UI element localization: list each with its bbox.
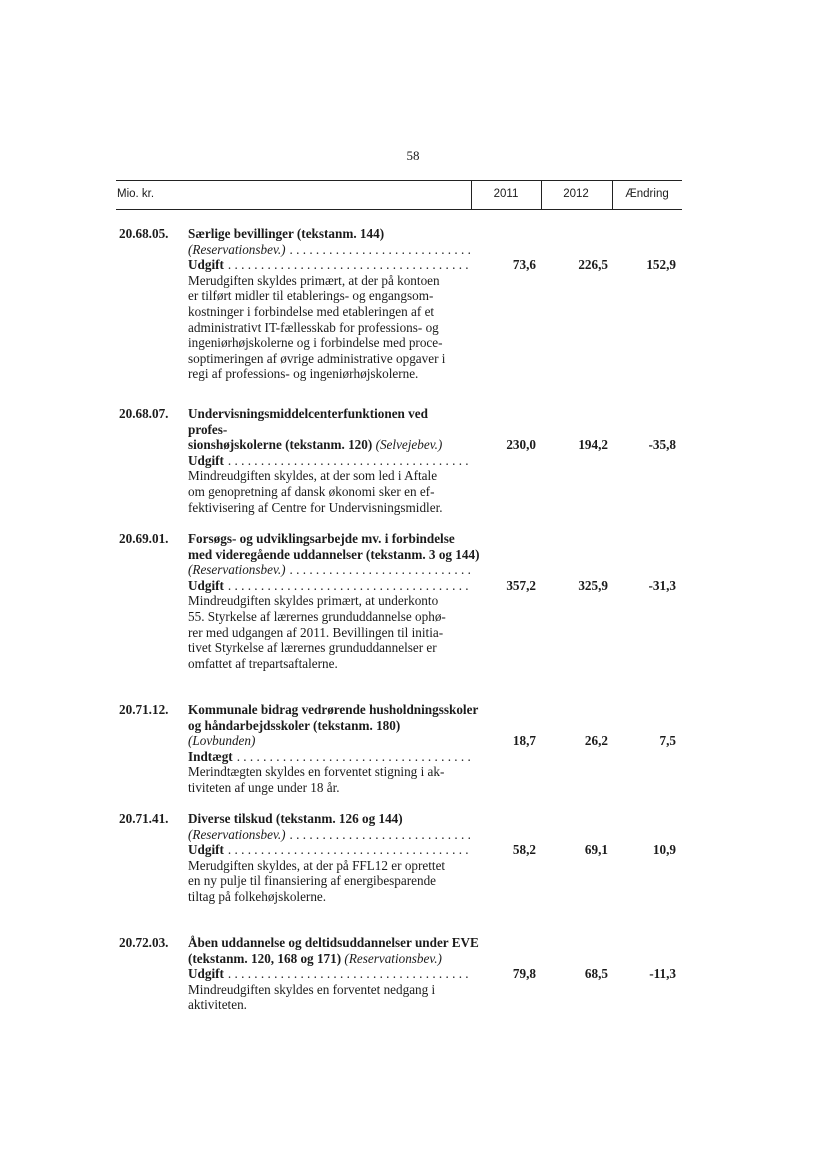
entry-title-line: og håndarbejdsskoler (tekstanm. 180) [188, 717, 401, 733]
description-line: rer med udgangen af 2011. Bevillingen til initia- [188, 624, 444, 640]
leader-dots [228, 842, 470, 858]
entry-description [188, 858, 470, 905]
entry-body [188, 226, 470, 382]
account-code: 20.68.07. [119, 406, 169, 421]
description-line: Mindreudgiften skyldes en forventet nedgang i [188, 981, 436, 997]
leader-dots [290, 827, 470, 843]
table-header-bottom-rule [116, 209, 682, 210]
description-line: er tilført midler til etablerings- og engangsom- [188, 288, 434, 304]
description-line: tivet Styrkelse af lærernes grunduddannelser er [188, 640, 437, 656]
entry-note: (Reservationsbev.) [344, 950, 442, 966]
value-change: -11,3 [649, 966, 676, 982]
value-2012: 226,5 [578, 257, 608, 273]
account-code: 20.69.01. [119, 531, 169, 546]
value-2011: 357,2 [506, 577, 536, 593]
leader-dots [228, 453, 470, 469]
entry-kind: Udgift [188, 842, 224, 858]
value-2012: 26,2 [584, 733, 608, 749]
description-line: fektivisering af Centre for Undervisningsmidler. [188, 499, 443, 515]
entry-description [188, 468, 470, 515]
column-header-change: Ændring [625, 188, 669, 200]
entry-note: (Reservationsbev.) [188, 826, 286, 842]
entry-note: (Reservationsbev.) [188, 241, 286, 257]
description-line: Merudgiften skyldes primært, at der på kontoen [188, 272, 440, 288]
value-2011: 58,2 [512, 842, 536, 858]
entry-title-line: med videregående uddannelser (tekstanm. 3 og 144) [188, 546, 480, 562]
entry-title-line-2 [188, 951, 470, 967]
value-2011: 230,0 [506, 437, 536, 453]
column-header-2011: 2011 [493, 188, 519, 200]
leader-dots [290, 242, 470, 258]
entry-description [188, 273, 470, 382]
account-code: 20.72.03. [119, 935, 169, 950]
description-line: om genopretning af dansk økonomi sker en ef- [188, 483, 435, 499]
description-line: administrativt IT-fællesskab for professions- og [188, 319, 439, 335]
entry-description [188, 593, 470, 671]
entry-note: (Selvejebev.) [375, 437, 443, 453]
entry-title-line: Forsøgs- og udviklingsarbejde mv. i forbindelse [188, 531, 455, 546]
entry-kind: Udgift [188, 966, 224, 982]
table-header-top-rule [116, 180, 682, 181]
column-header-2012: 2012 [563, 188, 589, 200]
entry-title: Særlige bevillinger (tekstanm. 144) [188, 226, 385, 241]
value-2011: 79,8 [512, 966, 536, 982]
entry-note: (Lovbunden) [188, 733, 256, 749]
description-line: omfattet af trepartsaftalerne. [188, 655, 338, 671]
account-code: 20.68.05. [119, 226, 169, 241]
entry-kind-line [188, 578, 470, 594]
leader-dots [237, 749, 470, 765]
description-line: tiltag på folkehøjskolerne. [188, 888, 327, 904]
description-line: ingeniørhøjskolerne og i forbindelse med proce- [188, 335, 443, 351]
description-line: kostninger i forbindelse med etableringen af et [188, 303, 435, 319]
leader-dots [228, 257, 470, 273]
page-number: 58 [406, 148, 420, 163]
leader-dots [228, 966, 470, 982]
entry-body [188, 531, 480, 671]
unit-label: Mio. kr. [117, 188, 155, 200]
account-code: 20.71.12. [119, 702, 169, 717]
entry-kind-line [188, 966, 470, 982]
entry-kind: Indtægt [188, 748, 233, 764]
value-change: 7,5 [659, 733, 676, 749]
entry-note: (Reservationsbev.) [188, 562, 286, 578]
entry-title-line: (tekstanm. 120, 168 og 171) [188, 950, 342, 966]
description-line: 55. Styrkelse af lærernes grunduddannelse ophø- [188, 608, 446, 624]
entry-body [188, 406, 470, 515]
value-2012: 68,5 [584, 966, 608, 982]
value-change: -31,3 [648, 577, 676, 593]
value-change: 10,9 [652, 842, 676, 858]
entry-title-line: Kommunale bidrag vedrørende husholdningsskoler [188, 702, 479, 717]
description-line: Merudgiften skyldes, at der på FFL12 er oprettet [188, 857, 446, 873]
entry-kind: Udgift [188, 257, 224, 273]
entry-body [188, 811, 470, 905]
description-line: Mindreudgiften skyldes primært, at underkonto [188, 593, 439, 609]
description-line: aktiviteten. [188, 997, 247, 1013]
entry-description [188, 982, 470, 1013]
value-2011: 18,7 [512, 733, 536, 749]
entry-title-line: sionshøjskolerne (tekstanm. 120) [188, 437, 373, 453]
entry-title-line-2 [188, 437, 470, 453]
entry-kind-line [188, 749, 470, 765]
entry-title-line-2 [188, 718, 470, 749]
value-2011: 73,6 [512, 257, 536, 273]
entry-kind-line [188, 842, 470, 858]
entry-title-line: Undervisningsmiddelcenterfunktionen ved profes- [188, 406, 428, 437]
entry-kind: Udgift [188, 452, 224, 468]
description-line: tiviteten af unge under 18 år. [188, 779, 340, 795]
entry-body [188, 935, 479, 1013]
entry-note-line [188, 562, 470, 578]
leader-dots [290, 562, 470, 578]
account-code: 20.71.41. [119, 811, 169, 826]
entry-kind: Udgift [188, 577, 224, 593]
entry-body [188, 702, 479, 796]
entry-note-line [188, 242, 470, 258]
entry-title-line: Åben uddannelse og deltidsuddannelser under EVE [188, 935, 479, 950]
entry-description [188, 764, 470, 795]
value-2012: 194,2 [578, 437, 608, 453]
description-line: en ny pulje til finansiering af energibesparende [188, 873, 437, 889]
description-line: Merindtægten skyldes en forventet stigning i ak- [188, 764, 445, 780]
description-line: Mindreudgiften skyldes, at der som led i Aftale [188, 468, 438, 484]
entry-kind-line [188, 453, 470, 469]
value-2012: 325,9 [578, 577, 608, 593]
entry-kind-line [188, 257, 470, 273]
value-change: 152,9 [646, 257, 676, 273]
leader-dots [228, 578, 470, 594]
value-change: -35,8 [648, 437, 676, 453]
description-line: regi af professions- og ingeniørhøjskolerne. [188, 366, 419, 382]
entry-note-line [188, 827, 470, 843]
entry-title: Diverse tilskud (tekstanm. 126 og 144) [188, 811, 403, 826]
description-line: soptimeringen af øvrige administrative opgaver i [188, 350, 446, 366]
value-2012: 69,1 [584, 842, 608, 858]
